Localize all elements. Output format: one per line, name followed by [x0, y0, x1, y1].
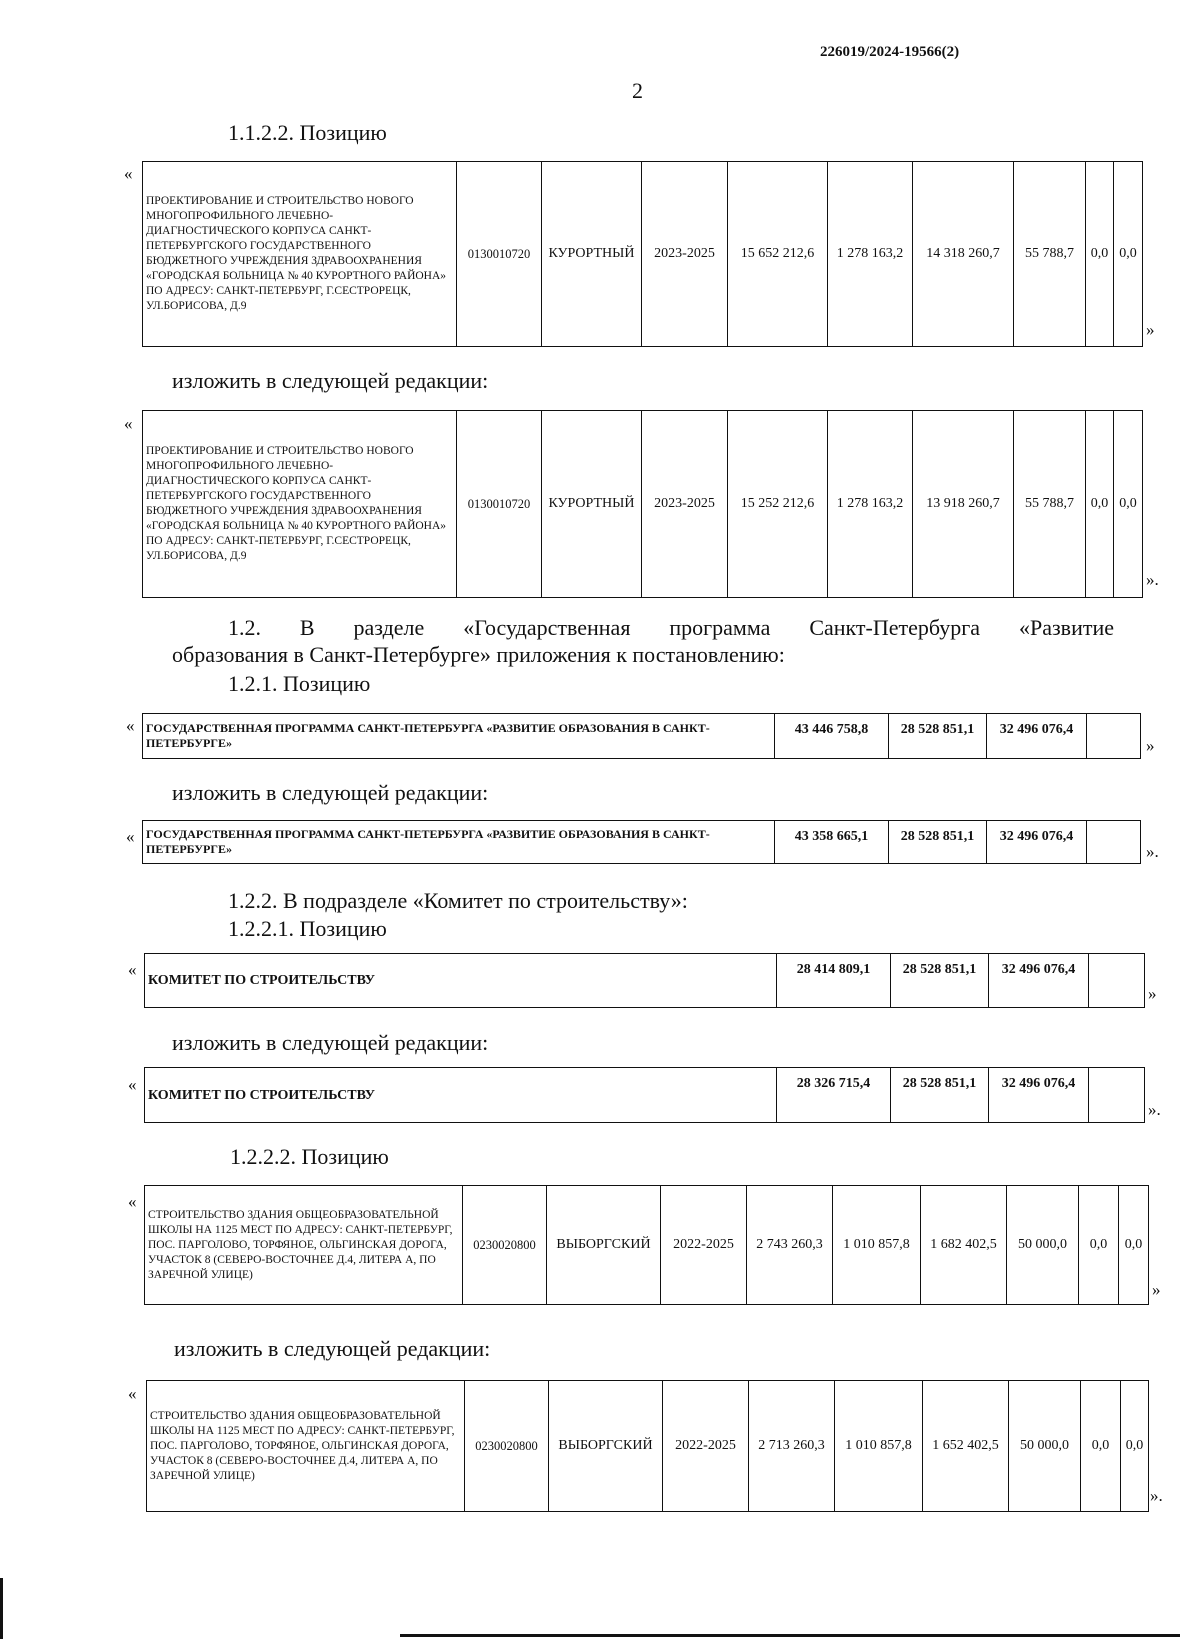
years: 2022-2025 — [663, 1381, 749, 1512]
empty-cell — [1089, 1068, 1145, 1123]
target-code: 0230020800 — [465, 1381, 549, 1512]
value-cell: 55 788,7 — [1014, 411, 1086, 598]
years: 2022-2025 — [661, 1186, 747, 1305]
empty-cell — [1087, 714, 1141, 759]
value-cell: 50 000,0 — [1009, 1381, 1081, 1512]
value-cell: 50 000,0 — [1007, 1186, 1079, 1305]
value-cell: 0,0 — [1086, 411, 1114, 598]
edit-instruction: изложить в следующей редакции: — [174, 1336, 491, 1361]
table-school-old — [144, 1185, 1149, 1305]
empty-cell — [1087, 821, 1141, 864]
close-quote: ». — [1146, 842, 1159, 861]
value-cell: 1 010 857,8 — [833, 1186, 921, 1305]
close-quote: ». — [1150, 1486, 1163, 1505]
table-row — [143, 411, 1143, 598]
value-cell: 1 278 163,2 — [828, 411, 913, 598]
scan-edge-line — [400, 1634, 1180, 1637]
value-cell: 1 682 402,5 — [921, 1186, 1007, 1305]
table-committee-old — [144, 953, 1145, 1008]
table-hospital-old — [142, 161, 1143, 347]
table-program-new — [142, 820, 1141, 864]
years: 2023-2025 — [642, 162, 728, 347]
value-cell: 0,0 — [1081, 1381, 1121, 1512]
object-name: СТРОИТЕЛЬСТВО ЗДАНИЯ ОБЩЕОБРАЗОВАТЕЛЬНОЙ ШКОЛЫ НА 1125 МЕСТ ПО АДРЕСУ: САНКТ-ПЕТЕРБУРГ, ПОС. ПАРГОЛОВО, ТОРФЯНОЕ, ОЛЬГИНСКАЯ ДОРОГА, УЧАСТОК 8 (СЕВЕРО-ВОСТОЧНЕЕ Д.4, ЛИТЕРА А, ПО ЗАРЕЧНОЙ УЛИЦЕ) — [147, 1381, 465, 1512]
program-name: ГОСУДАРСТВЕННАЯ ПРОГРАММА САНКТ-ПЕТЕРБУРГА «РАЗВИТИЕ ОБРАЗОВАНИЯ В САНКТ-ПЕТЕРБУРГЕ» — [143, 714, 775, 759]
close-quote: » — [1148, 984, 1157, 1003]
value-cell: 28 528 851,1 — [891, 1068, 989, 1123]
value-cell: 13 918 260,7 — [913, 411, 1014, 598]
page-number: 2 — [632, 78, 643, 103]
close-quote: » — [1146, 736, 1155, 755]
target-code: 0230020800 — [463, 1186, 547, 1305]
close-quote: ». — [1146, 570, 1159, 589]
table-program-old — [142, 713, 1141, 759]
open-quote: « — [128, 1384, 137, 1403]
open-quote: « — [126, 716, 135, 735]
value-cell: 0,0 — [1114, 162, 1143, 347]
table-row — [145, 1186, 1149, 1305]
close-quote: » — [1146, 320, 1155, 339]
value-cell: 28 528 851,1 — [891, 954, 989, 1008]
value-cell: 0,0 — [1114, 411, 1143, 598]
section-1-2-line1: 1.2. В разделе «Государственная программа Санкт-Петербурга «Развитие — [228, 615, 1114, 640]
district: КУРОРТНЫЙ — [542, 411, 642, 598]
table-row — [143, 714, 1141, 759]
close-quote: ». — [1148, 1100, 1161, 1119]
open-quote: « — [128, 1075, 137, 1094]
empty-cell — [1089, 954, 1145, 1008]
table-row — [143, 821, 1141, 864]
value-cell: 1 652 402,5 — [923, 1381, 1009, 1512]
open-quote: « — [126, 827, 135, 846]
value-cell: 1 010 857,8 — [835, 1381, 923, 1512]
value-cell: 0,0 — [1119, 1186, 1149, 1305]
district: ВЫБОРГСКИЙ — [549, 1381, 663, 1512]
value-cell: 28 414 809,1 — [777, 954, 891, 1008]
document-number: 226019/2024-19566(2) — [820, 44, 960, 60]
section-1-2-line2: образования в Санкт-Петербурге» приложения к постановлению: — [172, 642, 785, 667]
value-cell: 28 528 851,1 — [889, 821, 987, 864]
table-row — [145, 954, 1145, 1008]
value-cell: 1 278 163,2 — [828, 162, 913, 347]
edit-instruction: изложить в следующей редакции: — [172, 368, 489, 393]
table-row — [145, 1068, 1145, 1123]
program-name: ГОСУДАРСТВЕННАЯ ПРОГРАММА САНКТ-ПЕТЕРБУРГА «РАЗВИТИЕ ОБРАЗОВАНИЯ В САНКТ-ПЕТЕРБУРГЕ» — [143, 821, 775, 864]
target-code: 0130010720 — [457, 411, 542, 598]
open-quote: « — [124, 414, 133, 433]
value-cell: 32 496 076,4 — [987, 714, 1087, 759]
value-cell: 0,0 — [1086, 162, 1114, 347]
value-cell: 32 496 076,4 — [989, 954, 1089, 1008]
value-cell: 14 318 260,7 — [913, 162, 1014, 347]
value-cell: 32 496 076,4 — [987, 821, 1087, 864]
table-row — [143, 162, 1143, 347]
scan-edge-mark — [0, 1578, 3, 1639]
value-cell: 43 446 758,8 — [775, 714, 889, 759]
value-cell: 0,0 — [1121, 1381, 1149, 1512]
value-cell: 28 528 851,1 — [889, 714, 987, 759]
value-cell: 2 743 260,3 — [747, 1186, 833, 1305]
close-quote: » — [1152, 1280, 1161, 1299]
section-heading-1-2-2-2: 1.2.2.2. Позицию — [230, 1144, 389, 1169]
district: ВЫБОРГСКИЙ — [547, 1186, 661, 1305]
edit-instruction: изложить в следующей редакции: — [172, 780, 489, 805]
section-heading-1-2-2: 1.2.2. В подразделе «Комитет по строительству»: — [228, 888, 688, 913]
table-committee-new — [144, 1067, 1145, 1123]
object-name: ПРОЕКТИРОВАНИЕ И СТРОИТЕЛЬСТВО НОВОГО МНОГОПРОФИЛЬНОГО ЛЕЧЕБНО-ДИАГНОСТИЧЕСКОГО КОРПУСА САНКТ-ПЕТЕРБУРГСКОГО ГОСУДАРСТВЕННОГО БЮДЖЕТНОГО УЧРЕЖДЕНИЯ ЗДРАВООХРАНЕНИЯ «ГОРОДСКАЯ БОЛЬНИЦА № 40 КУРОРТНОГО РАЙОНА» ПО АДРЕСУ: САНКТ-ПЕТЕРБУРГ, Г.СЕСТРОРЕЦК, УЛ.БОРИСОВА, Д.9 — [143, 162, 457, 347]
open-quote: « — [128, 960, 137, 979]
table-row — [147, 1381, 1149, 1512]
section-heading-1-2-2-1: 1.2.2.1. Позицию — [228, 916, 387, 941]
value-cell: 0,0 — [1079, 1186, 1119, 1305]
open-quote: « — [124, 164, 133, 183]
value-cell: 15 252 212,6 — [728, 411, 828, 598]
value-cell: 55 788,7 — [1014, 162, 1086, 347]
value-cell: 28 326 715,4 — [777, 1068, 891, 1123]
value-cell: 15 652 212,6 — [728, 162, 828, 347]
edit-instruction: изложить в следующей редакции: — [172, 1030, 489, 1055]
value-cell: 2 713 260,3 — [749, 1381, 835, 1512]
value-cell: 43 358 665,1 — [775, 821, 889, 864]
section-heading-1-1-2-2: 1.1.2.2. Позицию — [228, 120, 387, 145]
target-code: 0130010720 — [457, 162, 542, 347]
table-hospital-new — [142, 410, 1143, 598]
value-cell: 32 496 076,4 — [989, 1068, 1089, 1123]
committee-name: КОМИТЕТ ПО СТРОИТЕЛЬСТВУ — [145, 954, 777, 1008]
object-name: СТРОИТЕЛЬСТВО ЗДАНИЯ ОБЩЕОБРАЗОВАТЕЛЬНОЙ ШКОЛЫ НА 1125 МЕСТ ПО АДРЕСУ: САНКТ-ПЕТЕРБУРГ, ПОС. ПАРГОЛОВО, ТОРФЯНОЕ, ОЛЬГИНСКАЯ ДОРОГА, УЧАСТОК 8 (СЕВЕРО-ВОСТОЧНЕЕ Д.4, ЛИТЕРА А, ПО ЗАРЕЧНОЙ УЛИЦЕ) — [145, 1186, 463, 1305]
years: 2023-2025 — [642, 411, 728, 598]
committee-name: КОМИТЕТ ПО СТРОИТЕЛЬСТВУ — [145, 1068, 777, 1123]
open-quote: « — [128, 1192, 137, 1211]
district: КУРОРТНЫЙ — [542, 162, 642, 347]
table-school-new — [146, 1380, 1149, 1512]
section-heading-1-2-1: 1.2.1. Позицию — [228, 671, 371, 696]
object-name: ПРОЕКТИРОВАНИЕ И СТРОИТЕЛЬСТВО НОВОГО МНОГОПРОФИЛЬНОГО ЛЕЧЕБНО-ДИАГНОСТИЧЕСКОГО КОРПУСА САНКТ-ПЕТЕРБУРГСКОГО ГОСУДАРСТВЕННОГО БЮДЖЕТНОГО УЧРЕЖДЕНИЯ ЗДРАВООХРАНЕНИЯ «ГОРОДСКАЯ БОЛЬНИЦА № 40 КУРОРТНОГО РАЙОНА» ПО АДРЕСУ: САНКТ-ПЕТЕРБУРГ, Г.СЕСТРОРЕЦК, УЛ.БОРИСОВА, Д.9 — [143, 411, 457, 598]
